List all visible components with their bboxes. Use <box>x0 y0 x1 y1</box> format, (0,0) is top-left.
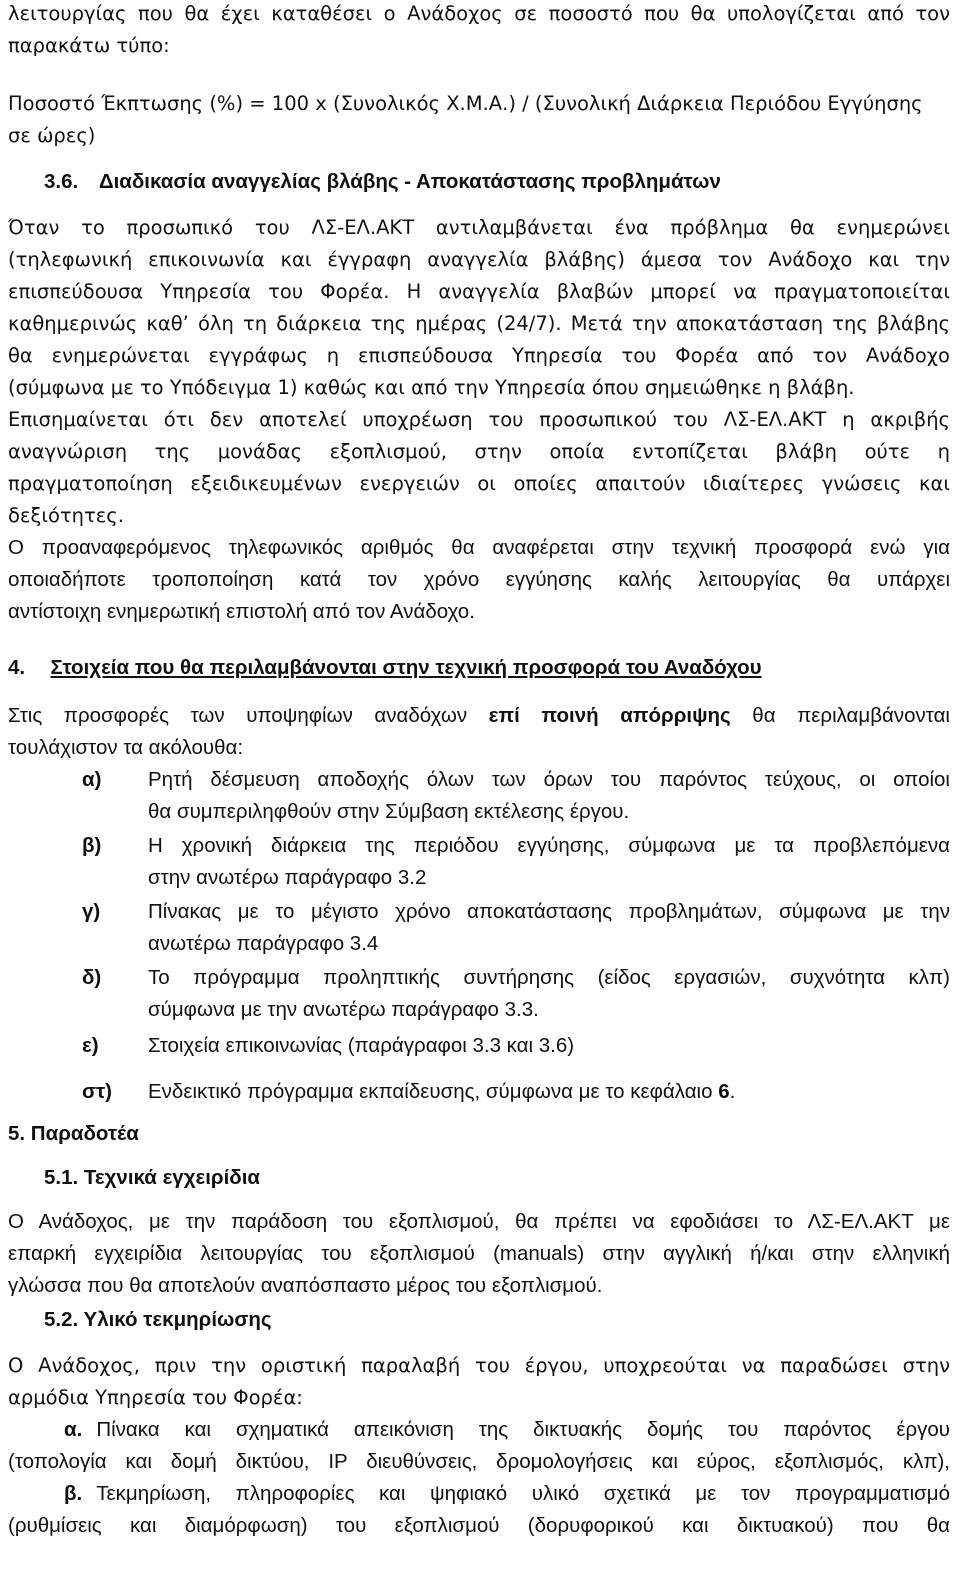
list-item-label: ε) <box>82 1034 99 1057</box>
text-line: καθημερινώς καθ’ όλη τη διάρκεια της ημέρας (24/7). Μετά την αποκατάσταση της βλάβης <box>8 312 950 335</box>
section-4-intro <box>8 700 950 764</box>
section-number: 4. <box>8 656 26 679</box>
section-heading-4 <box>8 652 762 684</box>
subsection-heading-5-2: 5.2. Υλικό τεκμηρίωσης <box>44 1308 272 1331</box>
section-3-6-paragraph-2 <box>8 532 950 628</box>
section-number: 3.6. <box>44 170 79 193</box>
text-line <box>8 1414 950 1446</box>
formula-line: σε ώρες) <box>8 124 96 147</box>
formula-paragraph <box>8 88 950 152</box>
text-line: επαρκή εγχειρίδια λειτουργίας του εξοπλισμού (manuals) στην αγγλική ή/και στην ελληνική <box>8 1242 950 1265</box>
text-line: στην ανωτέρω παράγραφο 3.2 <box>148 866 427 889</box>
text-line <box>8 1478 950 1510</box>
emphasis-text: επί ποινή απόρριψης <box>488 704 731 727</box>
list-item-text <box>148 764 950 828</box>
list-item-text <box>148 830 950 894</box>
subsection-5-2-paragraph <box>8 1350 950 1414</box>
list-item-label: β) <box>82 834 102 857</box>
item-text: Πίνακα και σχηματικά απεικόνιση της δικτυακής δομής του παρόντος έργου <box>96 1418 950 1441</box>
section-heading-5: 5. Παραδοτέα <box>8 1122 139 1145</box>
text-line: (ρυθμίσεις και διαμόρφωση) του εξοπλισμού (δορυφορικού και δικτυακού) που θα <box>8 1514 950 1537</box>
deliverable-item-a <box>8 1414 950 1478</box>
text-line: ανωτέρω παράγραφο 3.4 <box>148 932 379 955</box>
text-line: (σύμφωνα με το Υπόδειγμα 1) καθώς και από την Υπηρεσία όπου σημειώθηκε η βλάβη. <box>8 376 855 399</box>
intro-text: Στις προσφορές των υποψηφίων αναδόχων <box>8 704 489 727</box>
text-line: Το πρόγραμμα προληπτικής συντήρησης (είδος εργασιών, συχνότητα κλπ) <box>148 966 950 989</box>
list-item-text <box>148 1076 950 1108</box>
text-line: σύμφωνα με την ανωτέρω παράγραφο 3.3. <box>148 998 539 1021</box>
text-line <box>148 1076 950 1108</box>
list-item-text <box>148 1030 950 1062</box>
text-line: Όταν το προσωπικό του ΛΣ-ΕΛ.ΑΚΤ αντιλαμβάνεται ένα πρόβλημα θα ενημερώνει <box>8 216 950 239</box>
item-label: α. <box>64 1418 83 1441</box>
list-item-text <box>148 896 950 960</box>
deliverable-item-b <box>8 1478 950 1542</box>
text-line: δεξιότητες. <box>8 504 124 527</box>
text-line: τουλάχιστον τα ακόλουθα: <box>8 736 244 759</box>
intro-paragraph <box>8 0 950 62</box>
section-title: Στοιχεία που θα περιλαμβάνονται στην τεχνική προσφορά του Αναδόχου <box>50 656 762 679</box>
text-line: αντίστοιχη ενημερωτική επιστολή από τον Ανάδοχο. <box>8 600 475 623</box>
text-line: Ρητή δέσμευση αποδοχής όλων των όρων του παρόντος τεύχους, οι οποίοι <box>148 768 950 791</box>
chapter-number: 6 <box>718 1080 730 1103</box>
text-line: Ο Ανάδοχος, πριν την οριστική παραλαβή του έργου, υποχρεούται να παραδώσει στην <box>8 1354 950 1377</box>
text-line: επισπεύδουσα Υπηρεσία του Φορέα. Η αναγγελία βλαβών μπορεί να πραγματοποιείται <box>8 280 950 303</box>
intro-text: θα περιλαμβάνονται <box>730 704 950 727</box>
text-line: Ο Ανάδοχος, με την παράδοση του εξοπλισμού, θα πρέπει να εφοδιάσει το ΛΣ-ΕΛ.ΑΚΤ με <box>8 1210 950 1233</box>
list-item-text <box>148 962 950 1026</box>
text-line: (τηλεφωνική επικοινωνία και έγγραφη αναγγελία βλάβης) άμεσα τον Ανάδοχο και την <box>8 248 950 271</box>
intro-line: λειτουργίας που θα έχει καταθέσει ο Ανάδοχος σε ποσοστό που θα υπολογίζεται από τον <box>8 2 950 25</box>
item-text: Τεκμηρίωση, πληροφορίες και ψηφιακό υλικό σχετικά με τον προγραμματισμό <box>96 1482 950 1505</box>
formula-line: Ποσοστό Έκπτωσης (%) = 100 x (Συνολικός Χ.Μ.Α.) / (Συνολική Διάρκεια Περιόδου Εγγύησης <box>8 92 923 115</box>
intro-line: παρακάτω τύπο: <box>8 34 170 57</box>
text-line: οποιαδήποτε τροποποίηση κατά τον χρόνο εγγύησης καλής λειτουργίας θα υπάρχει <box>8 568 950 591</box>
text-line: (τοπολογία και δομή δικτύου, IP διευθύνσεις, δρομολογήσεις και εύρος, εξοπλισμός, κλπ), <box>8 1450 950 1473</box>
list-item-label: δ) <box>82 966 102 989</box>
subsection-5-1-paragraph <box>8 1206 950 1302</box>
text-line: πραγματοποίηση εξειδικευμένων ενεργειών οι οποίες απαιτούν ιδιαίτερες γνώσεις και <box>8 472 950 495</box>
text-line: Η χρονική διάρκεια της περιόδου εγγύησης, σύμφωνα με τα προβλεπόμενα <box>148 834 950 857</box>
section-3-6-paragraph-1 <box>8 212 950 532</box>
section-title: Διαδικασία αναγγελίας βλάβης - Αποκατάστασης προβλημάτων <box>98 170 721 193</box>
text-line: Στοιχεία επικοινωνίας (παράγραφοι 3.3 και 3.6) <box>148 1034 575 1057</box>
text-line: Επισημαίνεται ότι δεν αποτελεί υποχρέωση του προσωπικού του ΛΣ-ΕΛ.ΑΚΤ η ακριβής <box>8 408 950 431</box>
text-line: θα ενημερώνεται εγγράφως η επισπεύδουσα Υπηρεσία του Φορέα από τον Ανάδοχο <box>8 344 950 367</box>
item-text: Ενδεικτικό πρόγραμμα εκπαίδευσης, σύμφωνα με το κεφάλαιο <box>148 1080 719 1103</box>
item-text: . <box>729 1080 736 1103</box>
text-line: αναγνώριση της μονάδας εξοπλισμού, στην οποία εντοπίζεται βλάβη ούτε η <box>8 440 950 463</box>
text-line: Ο προαναφερόμενος τηλεφωνικός αριθμός θα αναφέρεται στην τεχνική προσφορά ενώ για <box>8 536 950 559</box>
text-line <box>8 700 950 732</box>
list-item-label: στ) <box>82 1080 112 1103</box>
text-line: αρμόδια Υπηρεσία του Φορέα: <box>8 1386 303 1409</box>
item-label: β. <box>64 1482 83 1505</box>
text-line: γλώσσα που θα αποτελούν αναπόσπαστο μέρος του εξοπλισμού. <box>8 1274 603 1297</box>
section-heading-3-6 <box>44 166 721 198</box>
subsection-heading-5-1: 5.1. Τεχνικά εγχειρίδια <box>44 1166 261 1189</box>
list-item-label: γ) <box>82 900 101 923</box>
list-item-label: α) <box>82 768 102 791</box>
text-line: θα συμπεριληφθούν στην Σύμβαση εκτέλεσης έργου. <box>148 800 630 823</box>
text-line: Πίνακας με το μέγιστο χρόνο αποκατάστασης προβλημάτων, σύμφωνα με την <box>148 900 950 923</box>
